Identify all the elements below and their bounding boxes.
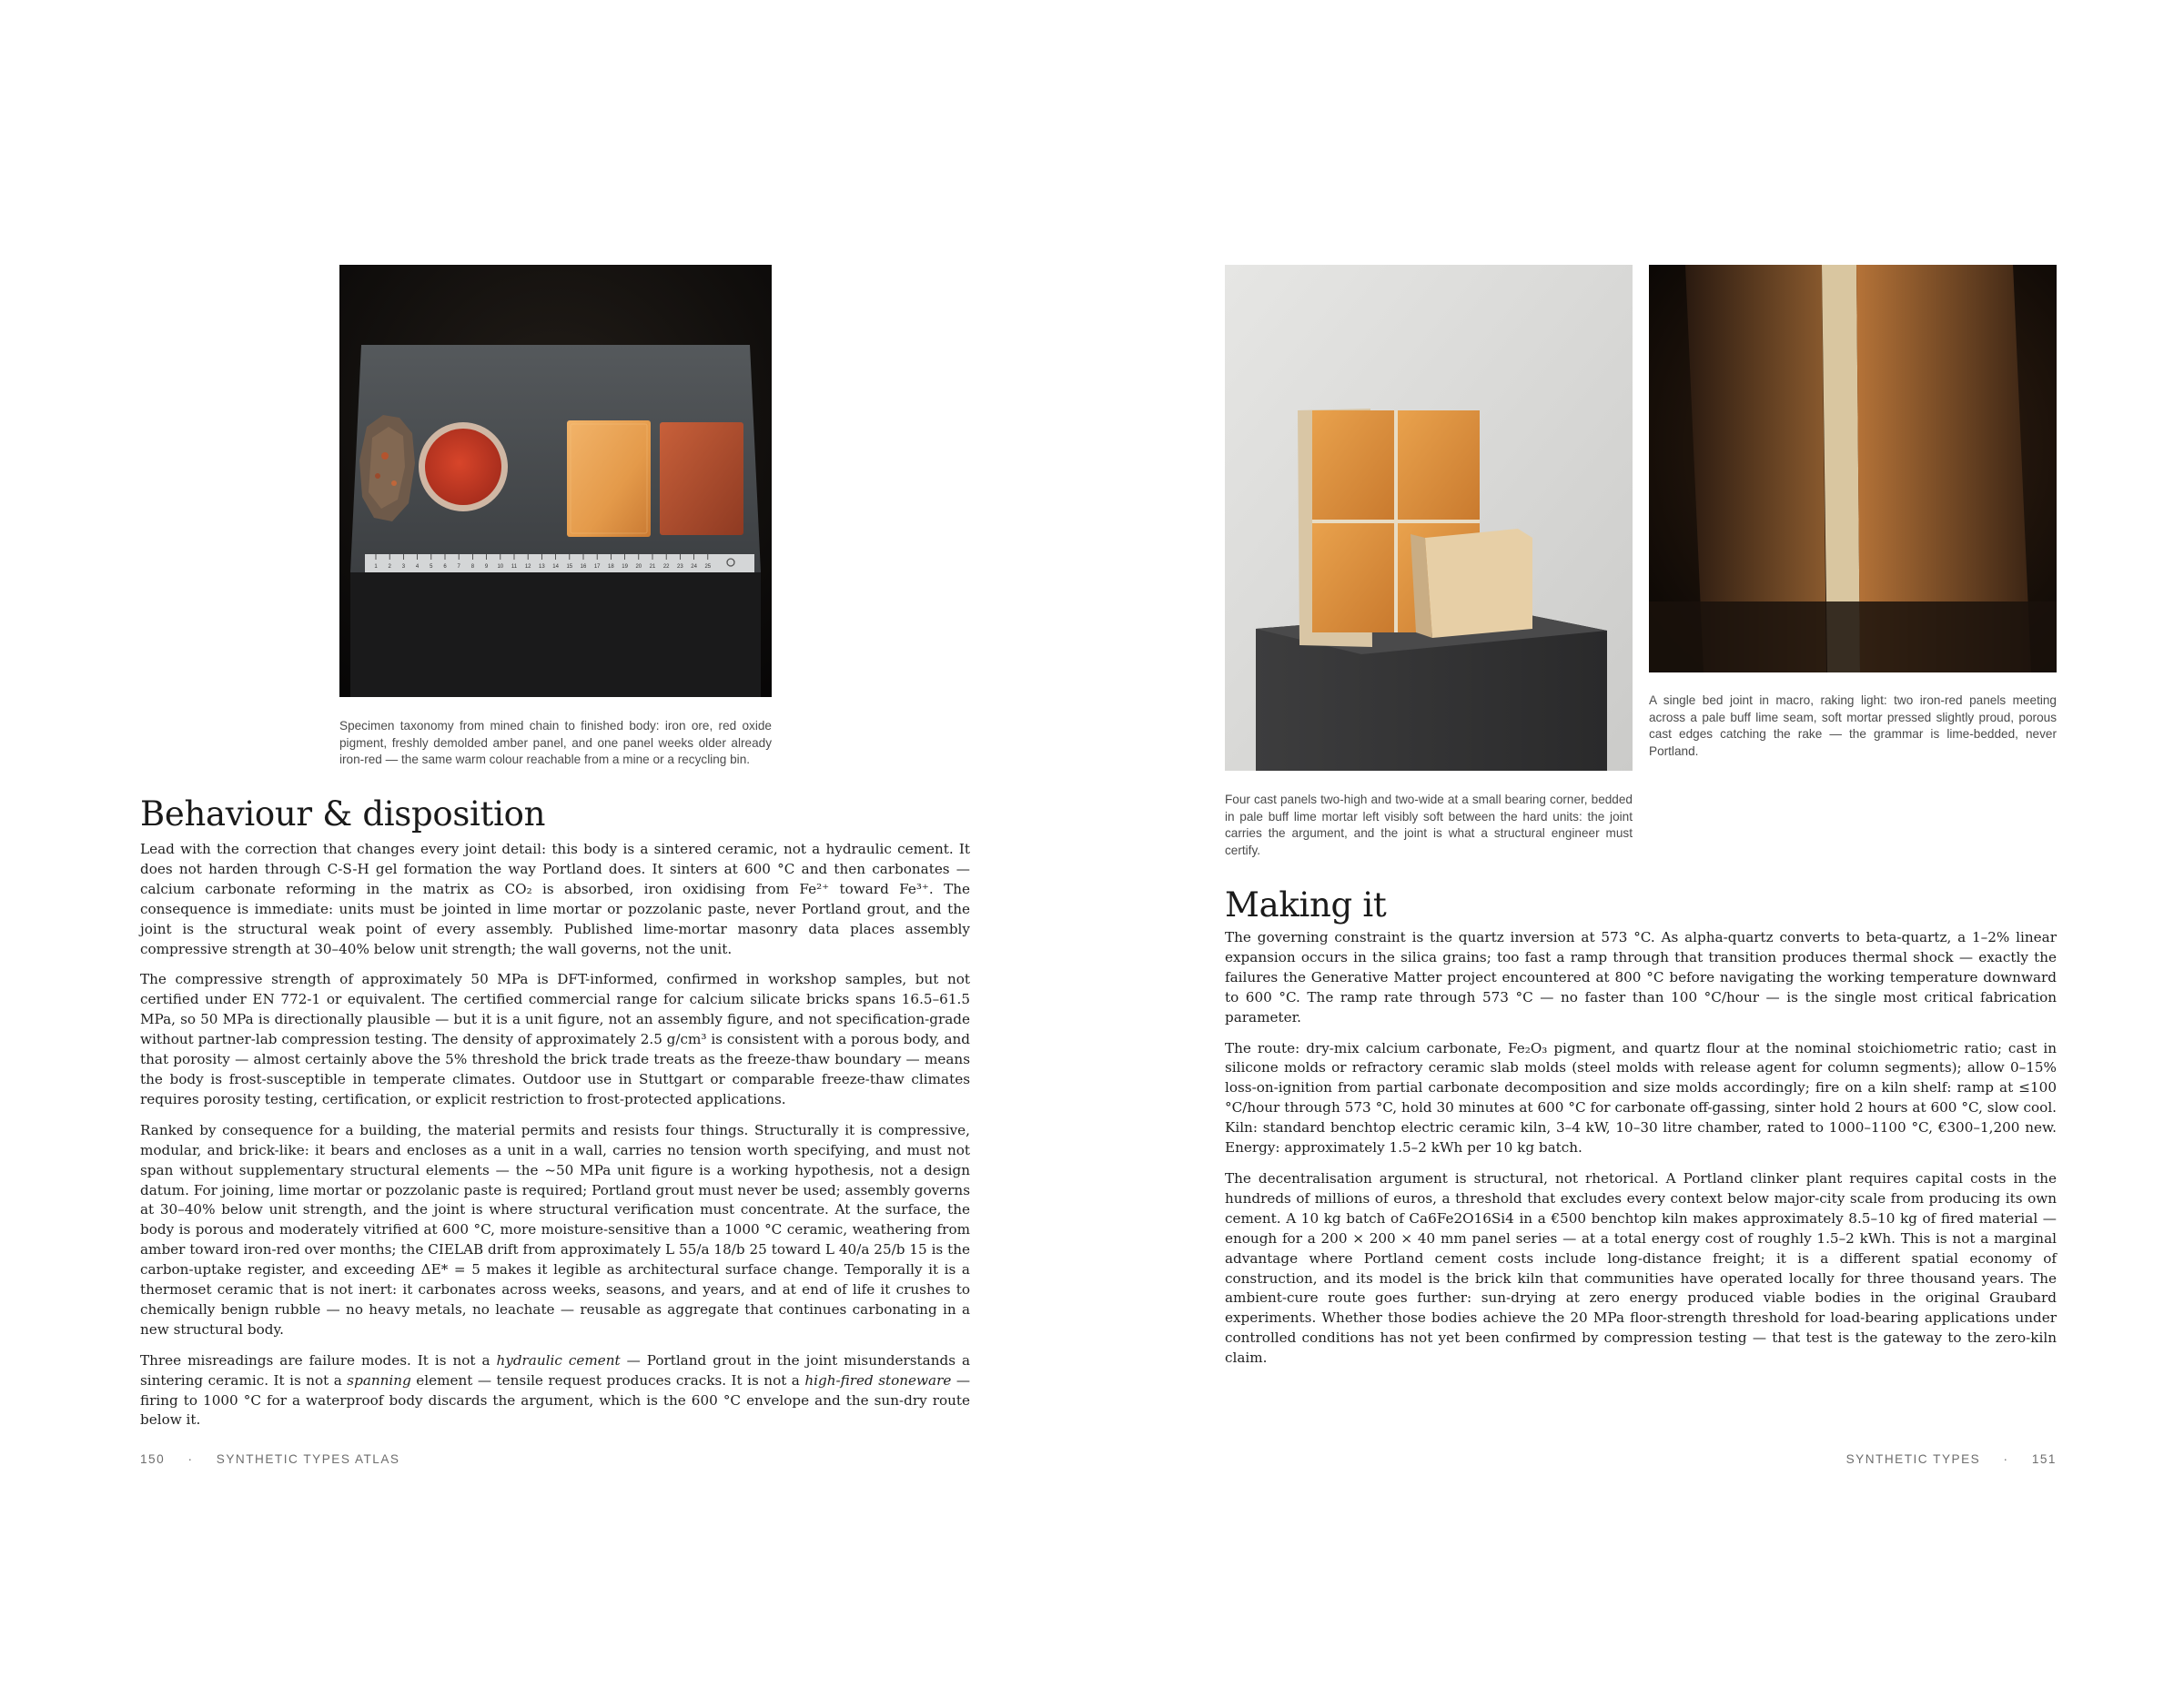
right-body-column [1225, 928, 2057, 1380]
ruler-tick-label: 1 [374, 564, 378, 570]
body-paragraph: The decentralisation argument is structural, not rhetorical. A Portland clinker plant requires capital costs in the hundreds of millions of euros, a threshold that excludes every context below major-city scale from producing its own cement. A 10 kg batch of Ca6Fe2O16Si4 in a €500 benchtop kiln makes approximately 8.5–10 kg of fired material — enough for a 200 × 200 × 40 mm panel series — at a total energy cost of roughly 1.5–2 kWh. This is not a marginal advantage where Portland cement costs include long-distance freight; it is a different spatial economy of construction, and its model is the brick kiln that communities have operated locally for three thousand years. The ambient-cure route goes further: sun-drying at zero energy produced viable bodies in the original Graubard experiments. Whether those bodies achieve the 20 MPa floor-strength threshold for load-bearing applications under controlled conditions has not yet been confirmed by compression testing — that test is the gateway to the zero-kiln claim. [1225, 1169, 2057, 1367]
folio-separator: · [187, 1452, 194, 1466]
ruler-tick-label: 14 [552, 564, 559, 570]
right-folio [1846, 1452, 2057, 1466]
ruler-tick-label: 6 [443, 564, 447, 570]
ruler-tick-label: 15 [566, 564, 573, 570]
left-folio [140, 1452, 400, 1466]
left-body-column [140, 840, 970, 1441]
body-paragraph: The governing constraint is the quartz inversion at 573 °C. As alpha-quartz converts to beta-quartz, a 1–2% linear expansion occurs in the silica grains; too fast a ramp through that transition produces thermal shock — exactly the failures the Generative Matter project encountered at 800 °C before navigating the working temperature downward to 600 °C. The ramp rate through 573 °C — no faster than 100 °C/hour — is the single most critical fabrication parameter. [1225, 929, 2057, 1026]
ruler-tick-label: 18 [608, 564, 614, 570]
text-run: — Portland grout in the joint misunderstands a sintering ceramic. It is not a [140, 1351, 971, 1389]
body-paragraph: The route: dry-mix calcium carbonate, Fe₂O₃ pigment, and quartz flour at the nominal stoichiometric ratio; cast in silicone molds or refractory ceramic slab molds (steel molds with release agent for column segments); allow 0–15% loss-on-ignition from partial carbonate decomposition and size molds accordingly; fire on a kiln shelf: ramp at ≤100 °C/hour through 573 °C, hold 30 minutes at 600 °C for carbonate off-gassing, sinter hold 2 hours at 600 °C, slow cool. Kiln: standard benchtop electric ceramic kiln, 3–4 kW, 10–30 litre chamber, rated to 1000–1100 °C, €300–1,200 new. Energy: approximately 1.5–2 kWh per 10 kg batch. [1225, 1039, 2057, 1157]
body-paragraph: Lead with the correction that changes every joint detail: this body is a sintered ceramic, not a hydraulic cement. It does not harden through C-S-H gel formation the way Portland does. It sinters at 600 °C and then carbonates — calcium carbonate reforming in the matrix as CO₂ is absorbed, iron oxidising from Fe²⁺ toward Fe³⁺. The consequence is immediate: units must be jointed in lime mortar or pozzolanic paste, never Portland grout, and the joint is the structural weak point of every assembly. Published lime-mortar masonry data places assembly compressive strength at 30–40% below unit strength; the wall governs, not the unit. [140, 841, 970, 957]
page-number: 150 [140, 1452, 166, 1466]
text-run: element — tensile request produces cracks. It is not a [410, 1371, 805, 1389]
ruler-tick-label: 17 [593, 564, 601, 570]
specimen-photo [339, 265, 772, 697]
bed-joint-photo [1649, 265, 2057, 672]
emphasis: spanning [347, 1371, 411, 1389]
cast-panels-photo [1225, 265, 1633, 771]
section-heading-making: Making it [1225, 885, 1387, 925]
ruler-tick-label: 8 [470, 564, 475, 570]
emphasis: hydraulic cement [496, 1351, 621, 1369]
ruler-tick-label: 24 [691, 564, 697, 570]
ruler-tick-label: 25 [704, 564, 712, 570]
cast-panels-illustration [1225, 265, 1633, 771]
specimen-photo-illustration [339, 265, 772, 697]
ruler-tick-label: 13 [539, 564, 545, 570]
ruler-tick-label: 22 [662, 564, 670, 570]
running-title: SYNTHETIC TYPES ATLAS [216, 1452, 400, 1466]
bed-joint-caption: A single bed joint in macro, raking light: two iron-red panels meeting across a pale buff lime seam, soft mortar pressed slightly proud, porous cast edges catching the rake — the grammar is lime-bedded, never Portland. [1649, 693, 2057, 758]
ruler-tick-label: 4 [415, 564, 420, 570]
ruler-tick-label: 9 [484, 564, 489, 570]
ruler-tick-label: 11 [511, 564, 518, 570]
ruler-tick-label: 10 [497, 564, 504, 570]
ruler-tick-label: 7 [457, 564, 460, 570]
text-run: — firing to 1000 °C for a waterproof body discards the argument, which is the 600 °C envelope and the sun-dry route below it. [140, 1371, 971, 1429]
ruler-tick-label: 16 [580, 564, 587, 570]
text-run: Three misreadings are failure modes. It is not a [140, 1351, 497, 1369]
page-number: 151 [2031, 1452, 2057, 1466]
ruler-tick-label: 2 [388, 564, 391, 570]
emphasis: high-fired stoneware [804, 1371, 952, 1389]
body-paragraph: The compressive strength of approximately 50 MPa is DFT-informed, confirmed in workshop samples, but not certified under EN 772-1 or equivalent. The certified commercial range for calcium silicate bricks spans 16.5–61.5 MPa, so 50 MPa is directionally plausible — but it is a unit figure, not an assembly figure, and not specification-grade without partner-lab compression testing. The density of approximately 2.5 g/cm³ is consistent with a porous body, and that porosity — almost certainly above the 5% threshold the brick trade treats as the freeze-thaw boundary — means the body is frost-susceptible in temperate climates. Outdoor use in Stuttgart or comparable freeze-thaw climates requires porosity testing, certification, or explicit restriction to frost-protected applications. [140, 971, 970, 1107]
ruler-tick-label: 20 [635, 564, 642, 570]
ruler-tick-label: 21 [649, 564, 656, 570]
specimen-photo-caption: Specimen taxonomy from mined chain to finished body: iron ore, red oxide pigment, freshly demolded amber panel, and one panel weeks older already iron-red — the same warm colour reachable from a mine or a recycling bin. [339, 719, 772, 767]
running-title: SYNTHETIC TYPES [1845, 1452, 1981, 1466]
folio-separator: · [2003, 1452, 2009, 1466]
ruler-tick-label: 12 [524, 564, 531, 570]
ruler-tick-label: 3 [401, 564, 406, 570]
bed-joint-illustration [1649, 265, 2057, 672]
section-heading-behaviour: Behaviour & disposition [140, 794, 546, 834]
ruler-tick-label: 19 [622, 564, 628, 570]
body-paragraph: Ranked by consequence for a building, the material permits and resists four things. Structurally it is compressive, modular, and brick-like: it bears and encloses as a unit in a wall, carries no tension worth specifying, and must not span without supplementary structural elements — the ~50 MPa unit figure is a working hypothesis, not a design datum. For joining, lime mortar or pozzolanic paste is required; Portland grout must never be used; assembly governs at 30–40% below unit strength, and the joint is where structural verification must concentrate. At the surface, the body is porous and moderately vitrified at 600 °C, more moisture-sensitive than a 1000 °C ceramic, weathering from amber toward iron-red over months; the CIELAB drift from approximately L 55/a 18/b 25 toward L 40/a 25/b 15 is the carbon-uptake register, and exceeding ΔE* = 5 makes it legible as architectural surface change. Temporally it is a thermoset ceramic that is not inert: it carbonates across weeks, seasons, and years, and at end of life it crushes to chemically benign rubble — no heavy metals, no leachate — reusable as aggregate that continues carbonating in a new structural body. [140, 1121, 970, 1338]
ruler-tick-label: 23 [677, 564, 683, 570]
ruler-tick-label: 5 [430, 564, 433, 570]
cast-panels-caption: Four cast panels two-high and two-wide at a small bearing corner, bedded in pale buff lime mortar left visibly soft between the hard units: the joint carries the argument, and the joint is what a structural engineer must certify. [1225, 793, 1633, 857]
body-paragraph [140, 1351, 970, 1431]
